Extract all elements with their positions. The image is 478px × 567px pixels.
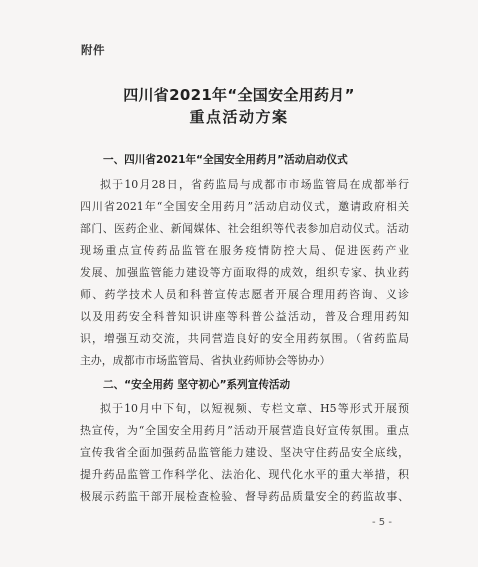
- section-1-line: 现场重点宣传药品监管在服务疫情防控大局、促进医药产业: [80, 244, 409, 257]
- section-1-line: 以及用药安全科普知识讲座等科普公益活动，普及合理用药知: [80, 310, 409, 323]
- section-1-line: 识，增强互动交流，共同营造良好的安全用药氛围。（省药监局: [80, 332, 409, 345]
- attachment-label: 附件: [81, 43, 105, 57]
- section-2-heading: 二、“安全用药 坚守初心”系列宣传活动: [103, 379, 291, 391]
- section-2-line: 热宣传，为“全国安全用药月”活动开展营造良好宣传氛围。重点: [80, 424, 409, 437]
- section-1-line: 部门、医药企业、新闻媒体、社会组织等代表参加启动仪式。活动: [80, 222, 409, 235]
- section-1-line: 发展、加强监管能力建设等方面取得的成效，组织专家、执业药: [80, 266, 409, 279]
- document-title-line-2: 重点活动方案: [189, 108, 289, 126]
- section-1-line: 四川省2021年“全国安全用药月”活动启动仪式，邀请政府相关: [80, 200, 409, 213]
- section-2-line: 极展示药监干部开展检查检验、督导药品质量安全的药监故事、: [80, 490, 409, 503]
- section-1-line: 主办，成都市市场监管局、省执业药师协会等协办）: [80, 354, 331, 367]
- section-1-line: 拟于10月28日，省药监局与成都市市场监管局在成都举行: [100, 178, 409, 191]
- section-2-line: 提升药品监管工作科学化、法治化、现代化水平的重大举措，积: [80, 468, 409, 481]
- section-2-line: 拟于10月中下旬，以短视频、专栏文章、H5等形式开展预: [100, 402, 409, 415]
- section-1-line: 师、药学技术人员和科普宣传志愿者开展合理用药咨询、义诊: [80, 288, 409, 301]
- page-number: - 5 -: [372, 517, 392, 528]
- document-title-line-1: 四川省2021年“全国安全用药月”: [123, 86, 355, 104]
- section-2-line: 宣传我省全面加强药品监管能力建设、坚决守住药品安全底线，: [80, 446, 409, 459]
- section-1-heading: 一、四川省2021年“全国安全用药月”活动启动仪式: [103, 154, 348, 166]
